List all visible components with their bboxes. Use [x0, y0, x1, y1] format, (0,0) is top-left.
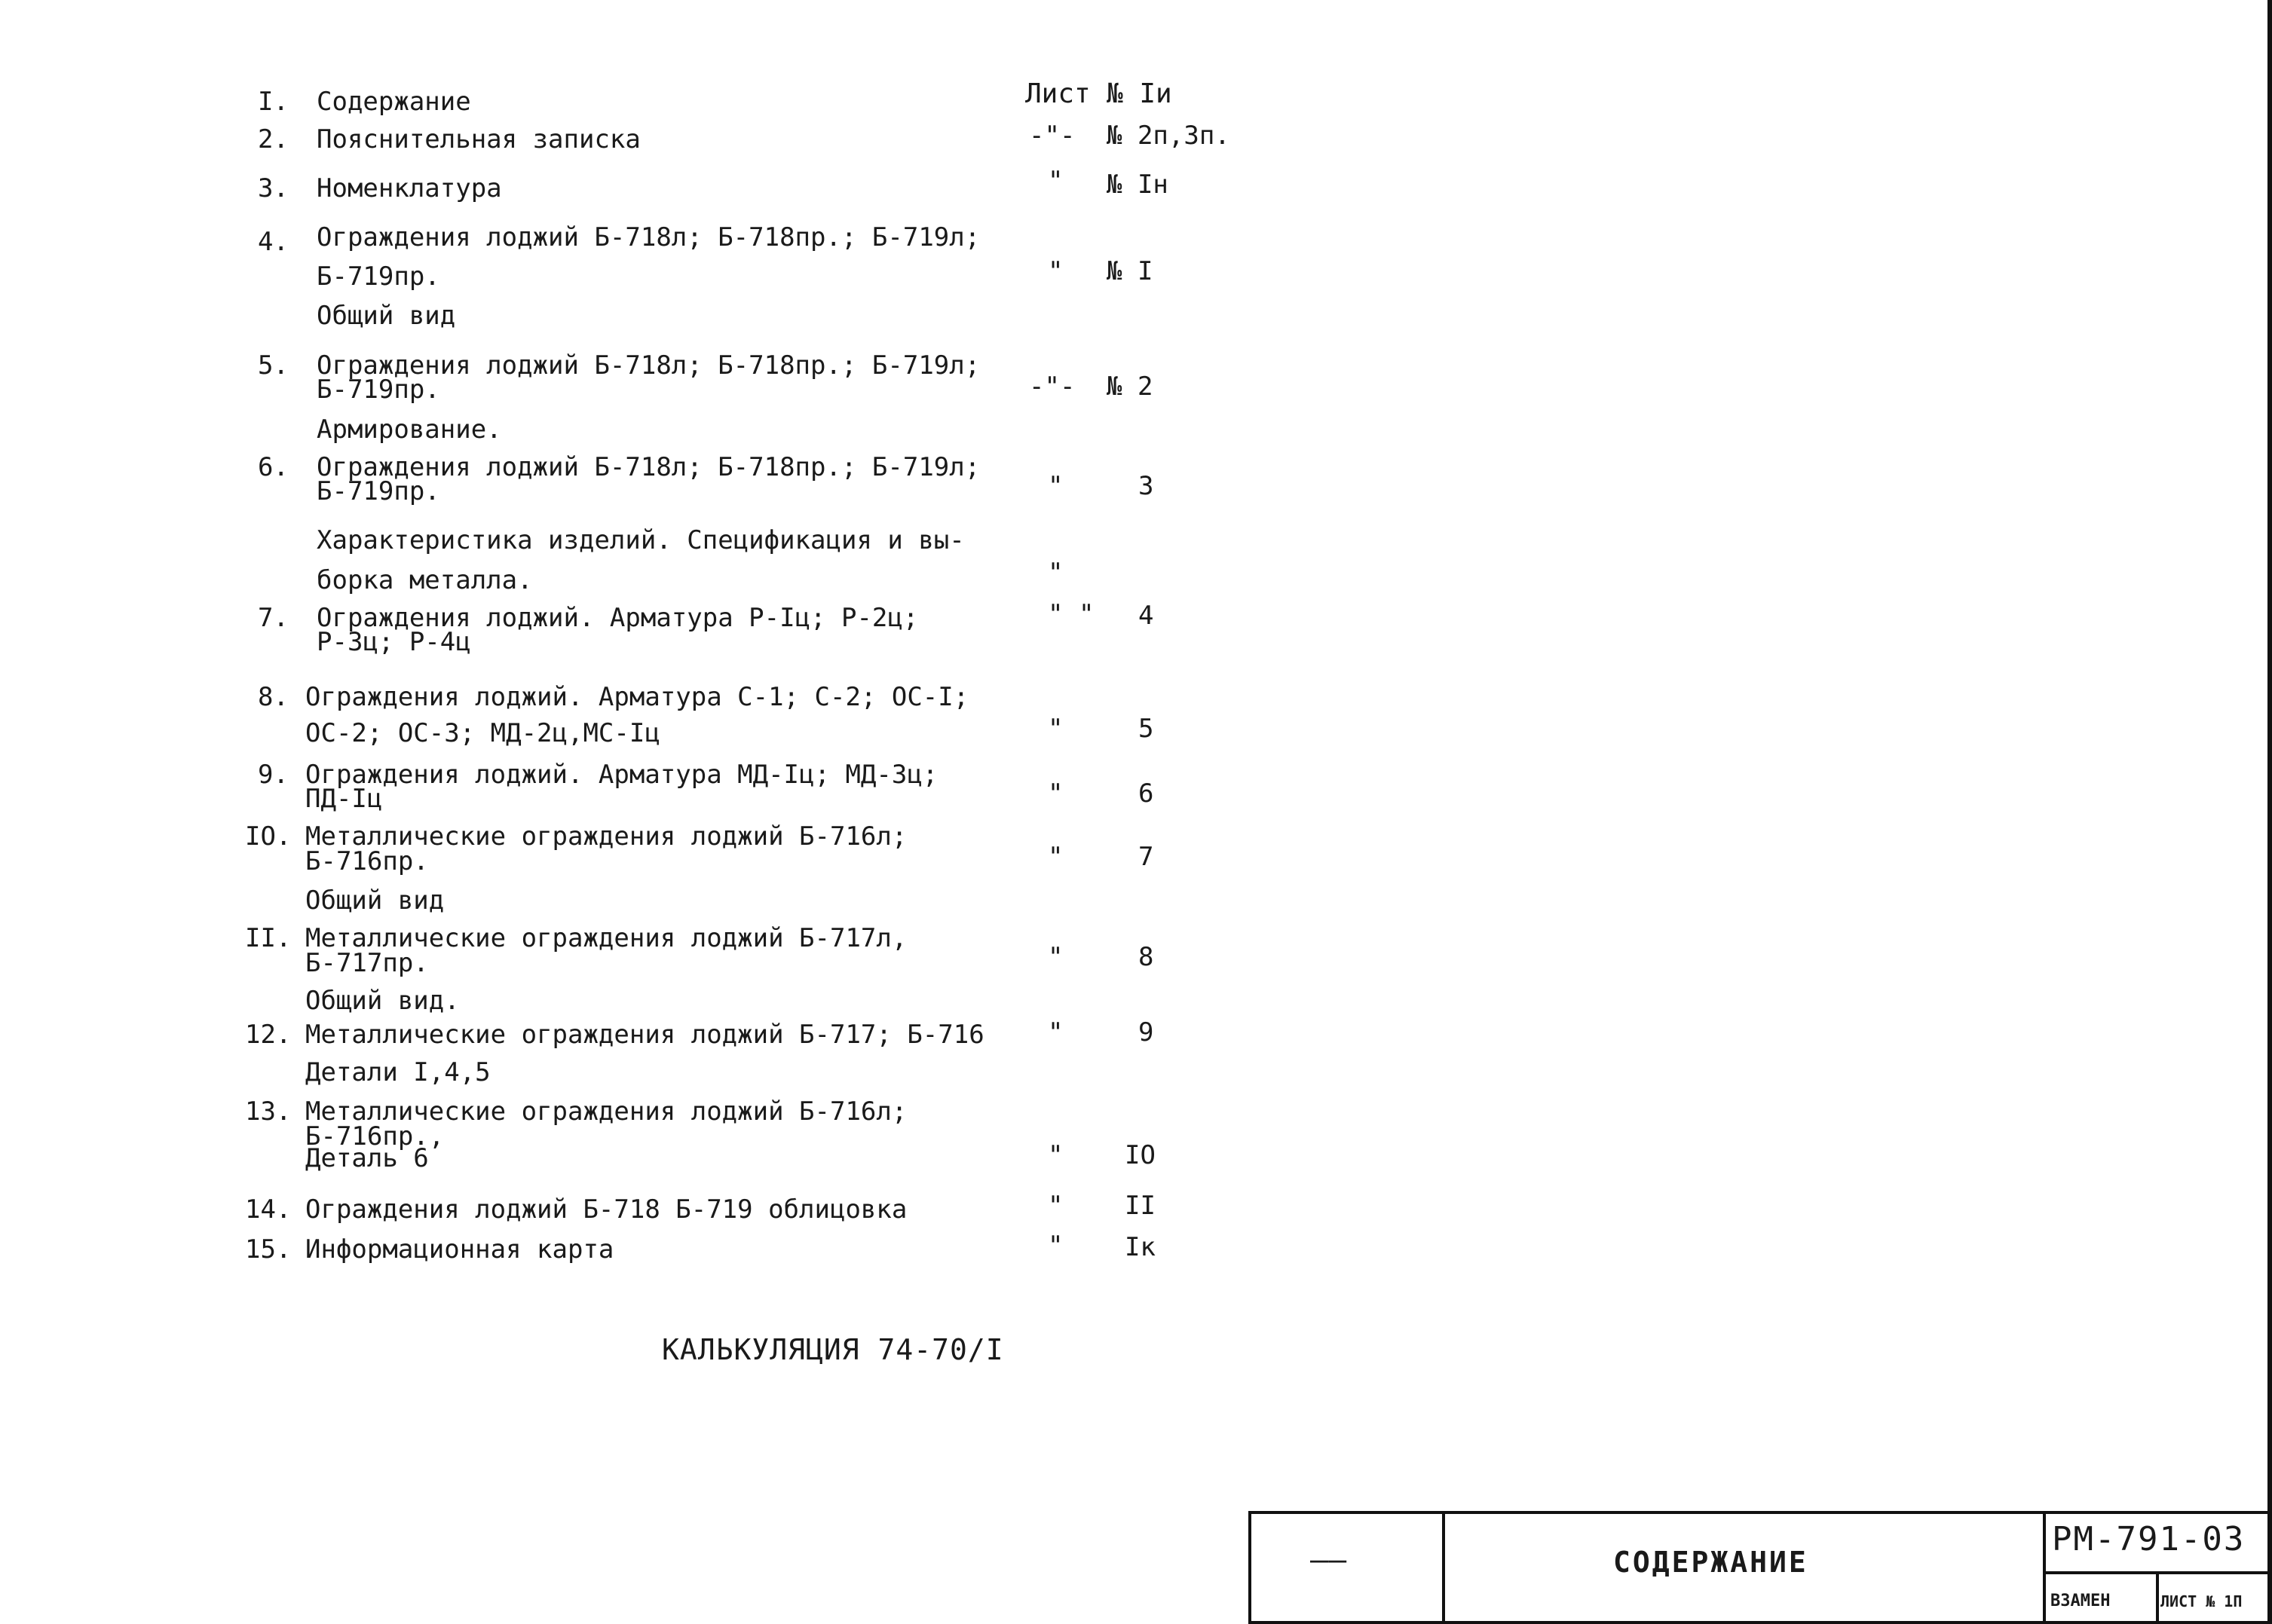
item-page: Iк [1125, 1232, 1156, 1262]
item-sheet: " [1048, 1140, 1064, 1170]
item-number: 7. [258, 603, 289, 633]
item-text: Металлические ограждения лоджий Б-717л, [305, 923, 908, 953]
item-sheet: " " [1048, 599, 1095, 629]
item-text: Ограждения лоджий. Арматура Р-Iц; Р-2ц; [317, 603, 919, 633]
column-header-sheet: Лист [1025, 78, 1091, 109]
title-block-sheet: ЛИСТ № 1П [2160, 1592, 2243, 1610]
item-text: Ограждения лоджий Б-718л; Б-718пр.; Б-719л; [317, 452, 981, 482]
item-text: Детали I,4,5 [305, 1057, 491, 1087]
item-text: Информационная карта [305, 1234, 614, 1265]
item-text: Металлические ограждения лоджий Б-717; Б-716 [305, 1020, 984, 1050]
item-page: 9 [1138, 1017, 1154, 1047]
item-page: 5 [1138, 714, 1154, 744]
item-text: ОС-2; ОС-3; МД-2ц,МС-Iц [305, 718, 660, 748]
item-text: Содержание [317, 87, 471, 117]
item-sheet: " [1048, 842, 1064, 872]
item-number: 9. [258, 760, 289, 790]
item-sheet: -"- [1029, 121, 1076, 151]
item-text: Общий вид. [305, 986, 460, 1016]
item-number: 12. [245, 1020, 292, 1050]
item-sheet: " [1048, 166, 1064, 196]
title-block-title: СОДЕРЖАНИЕ [1613, 1546, 1808, 1579]
item-number: 13. [245, 1096, 292, 1127]
item-text: Ограждения лоджий. Арматура МД-Iц; МД-3ц; [305, 760, 939, 790]
item-text: Ограждения лоджий. Арматура С-1; С-2; ОС-I; [305, 682, 969, 712]
item-sheet: " [1048, 1231, 1064, 1261]
title-block-replaces: ВЗАМЕН [2050, 1592, 2111, 1610]
item-text: Ограждения лоджий Б-718л; Б-718пр.; Б-719л; [317, 350, 981, 381]
item-sheet: " [1048, 1017, 1064, 1047]
item-text: ПД-Iц [305, 784, 383, 814]
item-sheet: " [1048, 942, 1064, 972]
item-number: 2. [258, 124, 289, 154]
item-text: Р-3ц; Р-4ц [317, 627, 471, 657]
item-page: № 2п,3п. [1107, 121, 1230, 151]
item-sheet: " [1048, 714, 1064, 744]
item-number: IO. [245, 821, 292, 852]
item-page: 4 [1138, 601, 1154, 631]
item-text: Характеристика изделий. Спецификация и вы- [317, 525, 965, 555]
item-number: 14. [245, 1194, 292, 1225]
item-page: II [1125, 1191, 1156, 1221]
calculation-reference: КАЛЬКУЛЯЦИЯ 74-70/I [662, 1333, 1004, 1366]
item-text: Б-719пр. [317, 476, 440, 506]
item-page: IO [1125, 1140, 1156, 1170]
item-page: № Iн [1107, 170, 1168, 200]
item-text: Металлические ограждения лоджий Б-716л; [305, 821, 908, 852]
item-sheet: " [1048, 471, 1064, 501]
title-block-divider [2156, 1571, 2159, 1624]
item-text: Ограждения лоджий Б-718 Б-719 облицовка [305, 1194, 908, 1225]
item-text: Б-719пр. [317, 261, 440, 292]
item-number: 3. [258, 173, 289, 203]
item-text: Номенклатура [317, 173, 502, 203]
item-sheet: " [1048, 778, 1064, 809]
item-sheet: " [1048, 1191, 1064, 1221]
item-page: № I [1107, 256, 1153, 286]
item-text: Пояснительная записка [317, 124, 641, 154]
item-sheet: -"- [1029, 372, 1076, 402]
item-text: Б-716пр., [305, 1121, 445, 1151]
item-page: 7 [1138, 842, 1154, 872]
title-block-code: РМ-791-03 [2052, 1520, 2246, 1558]
column-header-number: № Iи [1107, 78, 1172, 109]
page-edge-line [2267, 0, 2272, 1624]
item-sheet: " [1048, 558, 1064, 588]
item-number: II. [245, 923, 292, 953]
item-sheet: " [1048, 256, 1064, 286]
item-number: 8. [258, 682, 289, 712]
item-page: 3 [1138, 471, 1154, 501]
item-text: Армирование. [317, 414, 502, 445]
item-number: 15. [245, 1234, 292, 1265]
item-text: Б-716пр. [305, 846, 429, 876]
item-text: Металлические ограждения лоджий Б-716л; [305, 1096, 908, 1127]
item-number: 6. [258, 452, 289, 482]
item-text: Общий вид [317, 301, 456, 331]
item-number: 5. [258, 350, 289, 381]
title-block-dash: —— [1310, 1543, 1347, 1577]
item-text: Б-719пр. [317, 375, 440, 405]
item-page: 8 [1138, 942, 1154, 972]
item-page: 6 [1138, 778, 1154, 809]
item-text: Б-717пр. [305, 948, 429, 978]
item-page: № 2 [1107, 372, 1153, 402]
item-text: Ограждения лоджий Б-718л; Б-718пр.; Б-719л; [317, 222, 981, 252]
item-number: I. [258, 87, 289, 117]
title-block-divider [1442, 1511, 1445, 1624]
item-text: Общий вид [305, 885, 445, 916]
title-block-divider [2043, 1511, 2046, 1624]
item-number: 4. [258, 227, 289, 257]
item-text: Деталь 6 [305, 1143, 429, 1173]
item-text: борка металла. [317, 565, 533, 595]
